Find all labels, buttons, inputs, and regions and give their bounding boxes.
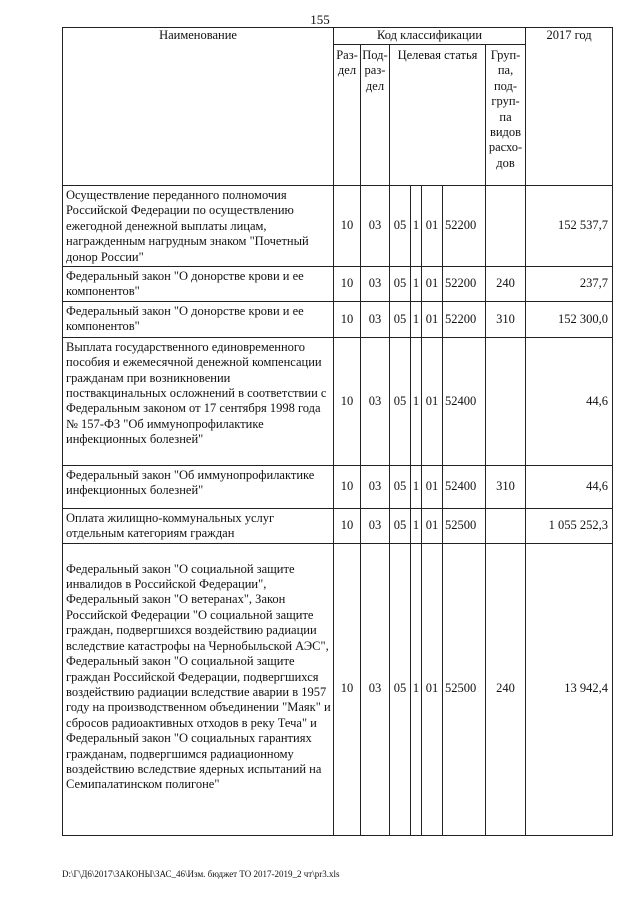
row-expense-type: 240	[486, 543, 526, 835]
page-number: 155	[310, 12, 330, 27]
row-amount: 44,6	[526, 465, 613, 508]
row-name: Федеральный закон "О донорстве крови и ее компонентов"	[63, 267, 334, 302]
table-row	[63, 267, 613, 302]
row-razdel: 10	[334, 301, 361, 337]
row-target-direction: 52400	[443, 337, 486, 465]
row-target-subprogram: 1	[411, 186, 422, 267]
row-target-subprogram: 1	[411, 543, 422, 835]
row-amount: 237,7	[526, 267, 613, 302]
row-razdel: 10	[334, 543, 361, 835]
row-podrazdel: 03	[361, 337, 390, 465]
row-podrazdel: 03	[361, 186, 390, 267]
row-target-program: 05	[390, 267, 411, 302]
row-target-program: 05	[390, 337, 411, 465]
row-amount: 1 055 252,3	[526, 508, 613, 543]
row-name: Осуществление переданного полномочия Российской Федерации по осуществлению ежегодной денежной выплаты лицам, награжденным нагрудным знаком "Почетный донор России"	[63, 186, 334, 267]
row-amount: 152 300,0	[526, 301, 613, 337]
table-row	[63, 543, 613, 835]
row-razdel: 10	[334, 186, 361, 267]
row-name: Федеральный закон "О социальной защите инвалидов в Российской Федерации", Федеральный закон "О ветеранах", Закон Российской Федерации "О социальной защите граждан, подвергшихся воздействию радиации вследствие катастрофы на Чернобыльской АЭС", Федеральный закон "О социальной защите граждан Российской Федерации, подвергшихся воздействию радиации вследствие аварии в 1957 году на производственном объединении "Маяк" и сбросов радиоактивных отходов в реку Теча" и Федеральный закон "О социальных гарантиях гражданам, подвергшимся радиационному воздействию вследствие ядерных испытаний на Семипалатинском полигоне"	[63, 543, 334, 835]
row-target-direction: 52400	[443, 465, 486, 508]
row-razdel: 10	[334, 508, 361, 543]
row-target-subprogram: 1	[411, 301, 422, 337]
header-target: Целевая статья	[390, 45, 486, 186]
row-target-direction: 52200	[443, 186, 486, 267]
row-podrazdel: 03	[361, 465, 390, 508]
row-podrazdel: 03	[361, 543, 390, 835]
row-target-activity: 01	[422, 465, 443, 508]
row-target-activity: 01	[422, 301, 443, 337]
row-amount: 13 942,4	[526, 543, 613, 835]
row-expense-type	[486, 508, 526, 543]
header-name: Наименование	[63, 28, 334, 186]
row-target-program: 05	[390, 186, 411, 267]
row-razdel: 10	[334, 267, 361, 302]
budget-table	[62, 27, 613, 836]
row-razdel: 10	[334, 337, 361, 465]
table-row	[63, 301, 613, 337]
row-podrazdel: 03	[361, 267, 390, 302]
row-target-activity: 01	[422, 543, 443, 835]
row-target-subprogram: 1	[411, 267, 422, 302]
row-target-direction: 52200	[443, 267, 486, 302]
row-target-subprogram: 1	[411, 508, 422, 543]
row-target-program: 05	[390, 465, 411, 508]
row-target-direction: 52200	[443, 301, 486, 337]
row-target-program: 05	[390, 301, 411, 337]
row-target-activity: 01	[422, 508, 443, 543]
header-code: Код классификации	[334, 28, 526, 45]
row-target-activity: 01	[422, 267, 443, 302]
row-name: Федеральный закон "О донорстве крови и ее компонентов"	[63, 301, 334, 337]
row-expense-type	[486, 337, 526, 465]
row-target-direction: 52500	[443, 508, 486, 543]
row-target-subprogram: 1	[411, 465, 422, 508]
row-name: Выплата государственного единовременного пособия и ежемесячной денежной компенсации гражданам при возникновении поствакцинальных осложнений в соответствии с Федеральным законом от 17 сентября 1998 года № 157-ФЗ "Об иммунопрофилактике инфекционных болезней"	[63, 337, 334, 465]
header-podrazdel: Под- раз- дел	[361, 45, 390, 186]
row-target-program: 05	[390, 508, 411, 543]
row-target-program: 05	[390, 543, 411, 835]
row-target-direction: 52500	[443, 543, 486, 835]
row-name: Федеральный закон "Об иммунопрофилактике инфекционных болезней"	[63, 465, 334, 508]
row-expense-type	[486, 186, 526, 267]
file-path-footer: D:\Г\Д6\2017\ЗАКОНЫ\ЗАС_46\Изм. бюджет ТО 2017-2019_2 чт\pr3.xls	[62, 869, 340, 879]
row-target-subprogram: 1	[411, 337, 422, 465]
table-row	[63, 186, 613, 267]
row-amount: 152 537,7	[526, 186, 613, 267]
row-name: Оплата жилищно-коммунальных услуг отдельным категориям граждан	[63, 508, 334, 543]
row-expense-type: 240	[486, 267, 526, 302]
header-year: 2017 год	[526, 28, 613, 186]
row-amount: 44,6	[526, 337, 613, 465]
row-target-activity: 01	[422, 186, 443, 267]
row-target-activity: 01	[422, 337, 443, 465]
row-expense-type: 310	[486, 465, 526, 508]
row-podrazdel: 03	[361, 301, 390, 337]
row-razdel: 10	[334, 465, 361, 508]
table-row	[63, 508, 613, 543]
header-razdel: Раз- дел	[334, 45, 361, 186]
row-expense-type: 310	[486, 301, 526, 337]
table-row	[63, 337, 613, 465]
row-podrazdel: 03	[361, 508, 390, 543]
table-row	[63, 465, 613, 508]
header-group: Груп- па, под- груп- па видов расхо- дов	[486, 45, 526, 186]
